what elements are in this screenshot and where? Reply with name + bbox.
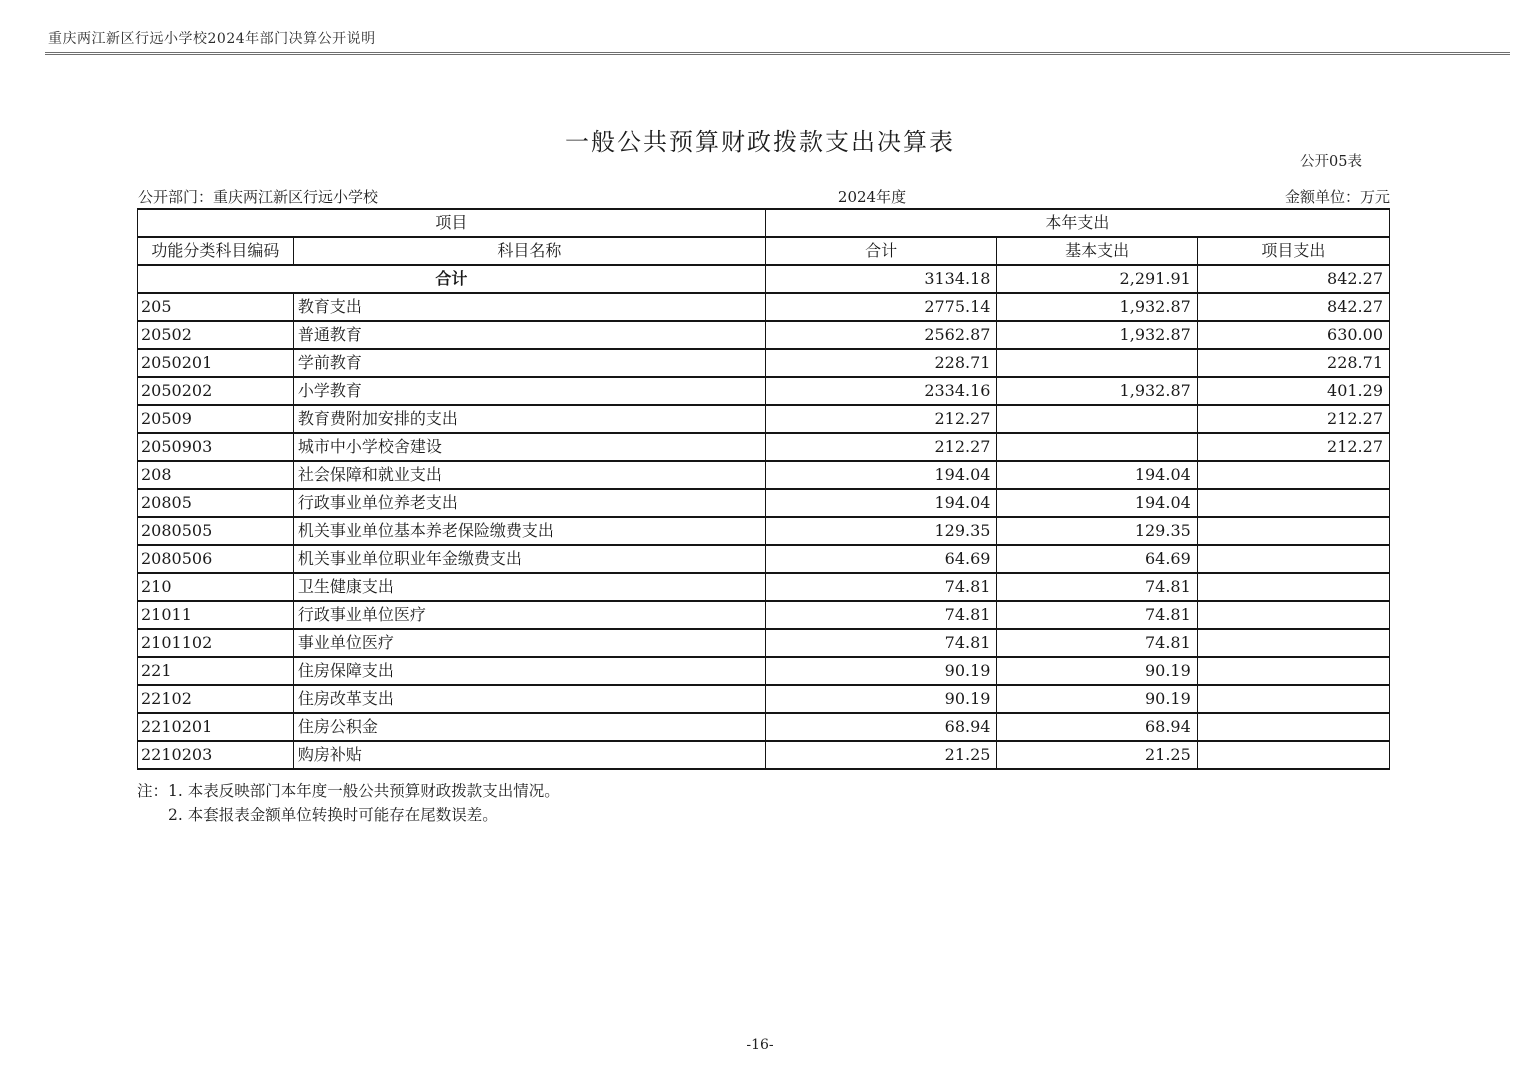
table-row: [138, 629, 1390, 657]
cell-project-expenditure: [1197, 601, 1389, 629]
cell-function-code: 2080505: [138, 517, 294, 545]
header-basic-expenditure-column: 基本支出: [997, 237, 1197, 265]
cell-project-expenditure: 212.27: [1197, 433, 1389, 461]
table-row: [138, 685, 1390, 713]
table-row: [138, 349, 1390, 377]
cell-project-expenditure: [1197, 573, 1389, 601]
table-row: [138, 321, 1390, 349]
cell-project-expenditure: [1197, 517, 1389, 545]
cell-total: 228.71: [765, 349, 997, 377]
cell-total: 194.04: [765, 489, 997, 517]
cell-project-expenditure: [1197, 545, 1389, 573]
table-row: [138, 377, 1390, 405]
cell-function-code: 2050202: [138, 377, 294, 405]
notes-prefix: 注：: [137, 782, 169, 800]
cell-project-expenditure: [1197, 629, 1389, 657]
cell-project-expenditure: 401.29: [1197, 377, 1389, 405]
total-row-label: 合计: [138, 265, 766, 293]
cell-total: 212.27: [765, 433, 997, 461]
amount-unit-label: 金额单位：万元: [1284, 188, 1390, 206]
header-project-group: 项目: [138, 209, 766, 237]
cell-subject-name: 住房保障支出: [293, 657, 765, 685]
cell-basic-expenditure: 194.04: [997, 489, 1197, 517]
cell-project-expenditure: 228.71: [1197, 349, 1389, 377]
cell-function-code: 2080506: [138, 545, 294, 573]
cell-basic-expenditure: 1,932.87: [997, 321, 1197, 349]
cell-project-expenditure: [1197, 657, 1389, 685]
cell-function-code: 2050201: [138, 349, 294, 377]
cell-subject-name: 事业单位医疗: [293, 629, 765, 657]
total-row-basic: 2,291.91: [997, 265, 1197, 293]
cell-function-code: 210: [138, 573, 294, 601]
fiscal-year-label: 2024年度: [837, 188, 907, 206]
table-row: [138, 601, 1390, 629]
cell-subject-name: 教育费附加安排的支出: [293, 405, 765, 433]
table-row: [138, 713, 1390, 741]
page-header-note: 重庆两江新区行远小学校2024年部门决算公开说明: [48, 31, 376, 47]
table-code-label: 公开05表: [1300, 154, 1362, 170]
cell-project-expenditure: [1197, 489, 1389, 517]
cell-function-code: 208: [138, 461, 294, 489]
table-row: [138, 461, 1390, 489]
cell-subject-name: 小学教育: [293, 377, 765, 405]
cell-total: 2562.87: [765, 321, 997, 349]
cell-basic-expenditure: 129.35: [997, 517, 1197, 545]
table-row: [138, 517, 1390, 545]
cell-project-expenditure: [1197, 741, 1389, 769]
header-project-expenditure-column: 项目支出: [1197, 237, 1389, 265]
cell-total: 2334.16: [765, 377, 997, 405]
note-line-1: 1. 本表反映部门本年度一般公共预算财政拨款支出情况。: [168, 782, 560, 800]
cell-basic-expenditure: [997, 433, 1197, 461]
header-total-column: 合计: [765, 237, 997, 265]
cell-basic-expenditure: 90.19: [997, 657, 1197, 685]
cell-total: 74.81: [765, 573, 997, 601]
table-header-columns-row: [138, 237, 1390, 265]
cell-basic-expenditure: 1,932.87: [997, 377, 1197, 405]
cell-total: 212.27: [765, 405, 997, 433]
table-row: [138, 545, 1390, 573]
table-row: [138, 657, 1390, 685]
cell-basic-expenditure: 74.81: [997, 573, 1197, 601]
notes-lines: [168, 779, 560, 827]
total-row-project: 842.27: [1197, 265, 1389, 293]
cell-basic-expenditure: 90.19: [997, 685, 1197, 713]
cell-basic-expenditure: 64.69: [997, 545, 1197, 573]
cell-function-code: 20502: [138, 321, 294, 349]
note-line-2: 2. 本套报表金额单位转换时可能存在尾数误差。: [168, 806, 498, 824]
cell-project-expenditure: 212.27: [1197, 405, 1389, 433]
cell-function-code: 20805: [138, 489, 294, 517]
budget-table: [137, 208, 1390, 770]
table-row: [138, 405, 1390, 433]
cell-function-code: 21011: [138, 601, 294, 629]
cell-subject-name: 购房补贴: [293, 741, 765, 769]
cell-total: 74.81: [765, 601, 997, 629]
cell-total: 64.69: [765, 545, 997, 573]
total-row-total: 3134.18: [765, 265, 997, 293]
cell-function-code: 22102: [138, 685, 294, 713]
table-row: [138, 293, 1390, 321]
cell-total: 194.04: [765, 461, 997, 489]
cell-project-expenditure: [1197, 461, 1389, 489]
table-notes: [137, 779, 560, 827]
cell-subject-name: 住房公积金: [293, 713, 765, 741]
cell-subject-name: 社会保障和就业支出: [293, 461, 765, 489]
cell-function-code: 2101102: [138, 629, 294, 657]
cell-total: 90.19: [765, 657, 997, 685]
cell-project-expenditure: [1197, 685, 1389, 713]
department-label: 公开部门：重庆两江新区行远小学校: [138, 188, 379, 206]
header-subject-name-column: 科目名称: [293, 237, 765, 265]
cell-subject-name: 机关事业单位职业年金缴费支出: [293, 545, 765, 573]
cell-function-code: 2210201: [138, 713, 294, 741]
table-row: [138, 573, 1390, 601]
page-number: -16-: [746, 1037, 774, 1053]
cell-subject-name: 住房改革支出: [293, 685, 765, 713]
cell-basic-expenditure: 194.04: [997, 461, 1197, 489]
cell-total: 74.81: [765, 629, 997, 657]
cell-function-code: 20509: [138, 405, 294, 433]
cell-project-expenditure: [1197, 713, 1389, 741]
cell-function-code: 205: [138, 293, 294, 321]
cell-subject-name: 卫生健康支出: [293, 573, 765, 601]
table-row: [138, 433, 1390, 461]
table-header-group-row: [138, 209, 1390, 237]
cell-subject-name: 学前教育: [293, 349, 765, 377]
cell-total: 68.94: [765, 713, 997, 741]
cell-total: 90.19: [765, 685, 997, 713]
header-current-year-expenditure-group: 本年支出: [765, 209, 1389, 237]
cell-subject-name: 行政事业单位养老支出: [293, 489, 765, 517]
cell-function-code: 221: [138, 657, 294, 685]
cell-function-code: 2210203: [138, 741, 294, 769]
cell-subject-name: 行政事业单位医疗: [293, 601, 765, 629]
table-row: [138, 741, 1390, 769]
cell-subject-name: 教育支出: [293, 293, 765, 321]
cell-basic-expenditure: 1,932.87: [997, 293, 1197, 321]
cell-basic-expenditure: 21.25: [997, 741, 1197, 769]
cell-basic-expenditure: 74.81: [997, 629, 1197, 657]
table-total-row: [138, 265, 1390, 293]
cell-basic-expenditure: [997, 405, 1197, 433]
cell-basic-expenditure: [997, 349, 1197, 377]
cell-subject-name: 机关事业单位基本养老保险缴费支出: [293, 517, 765, 545]
cell-subject-name: 城市中小学校舍建设: [293, 433, 765, 461]
cell-function-code: 2050903: [138, 433, 294, 461]
cell-total: 129.35: [765, 517, 997, 545]
table-row: [138, 489, 1390, 517]
cell-total: 21.25: [765, 741, 997, 769]
cell-basic-expenditure: 68.94: [997, 713, 1197, 741]
cell-basic-expenditure: 74.81: [997, 601, 1197, 629]
report-meta-row: [137, 186, 1390, 208]
report-title: 一般公共预算财政拨款支出决算表: [565, 128, 955, 156]
header-function-code-column: 功能分类科目编码: [138, 237, 294, 265]
cell-subject-name: 普通教育: [293, 321, 765, 349]
cell-project-expenditure: 630.00: [1197, 321, 1389, 349]
cell-project-expenditure: 842.27: [1197, 293, 1389, 321]
cell-total: 2775.14: [765, 293, 997, 321]
header-rule: [45, 52, 1510, 55]
